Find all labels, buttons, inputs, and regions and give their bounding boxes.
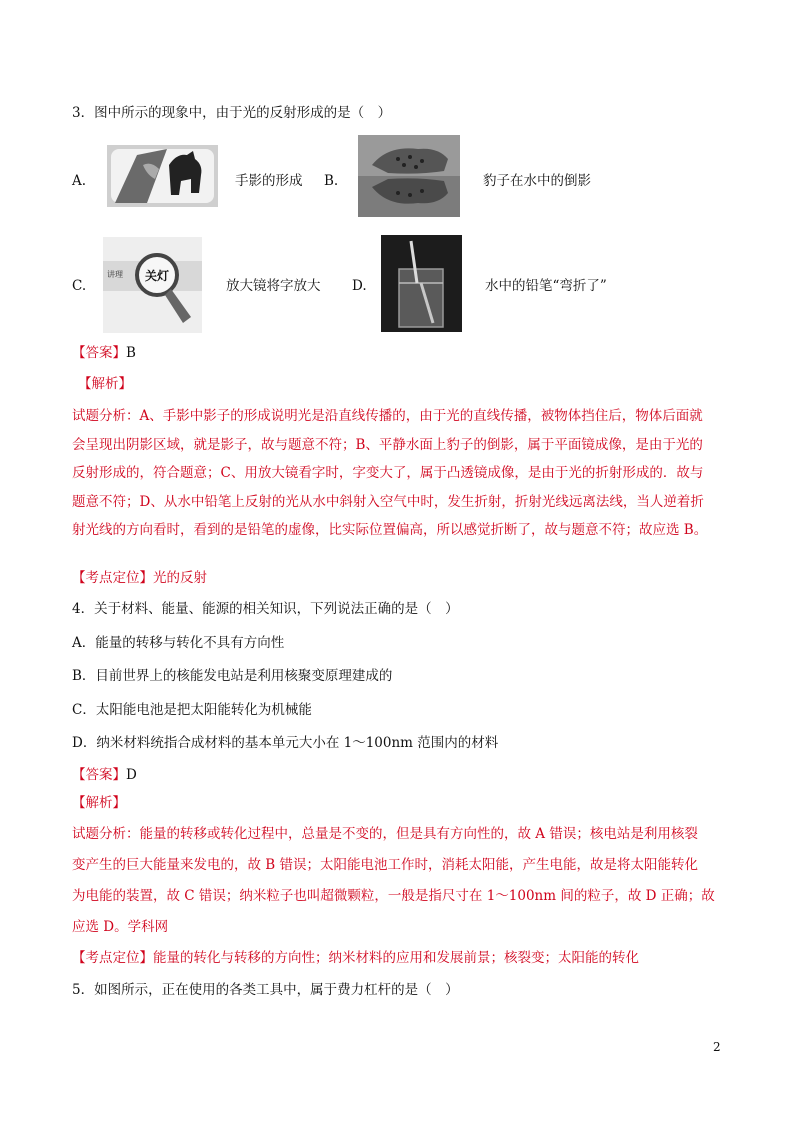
q4-analysis-line: 变产生的巨大能量来发电的，故 B 错误；太阳能电池工作时，消耗太阳能，产生电能，故是将太阳能转化 (72, 857, 699, 873)
magnifier-word-2: 关灯 (145, 269, 170, 283)
q5-stem: 5．如图所示，正在使用的各类工具中，属于费力杠杆的是（ ） (72, 982, 459, 998)
q4-answer-label: 【答案】 (72, 767, 126, 783)
q4-option-c: C．太阳能电池是把太阳能转化为机械能 (72, 702, 312, 718)
magnifier-photo (103, 237, 202, 333)
q4-analysis-label: 【解析】 (72, 795, 126, 811)
q3-analysis-line: 会呈现出阴影区域，就是影子，故与题意不符；B、平静水面上豹子的倒影，属于平面镜成像，是由于光的 (72, 436, 703, 453)
hand-shadow-photo (107, 145, 218, 207)
q4-answer-value: D (126, 767, 137, 783)
q3-answer-value: B (126, 345, 136, 361)
q4-analysis-line: 为电能的装置，故 C 错误；纳米粒子也叫超微颗粒，一般是指尺寸在 1～100nm 间的粒子，故 D 正确；故 (72, 888, 715, 904)
q3-option-c-letter: C. (72, 278, 87, 294)
q4-analysis (72, 819, 732, 943)
page-number: 2 (713, 1040, 721, 1054)
q3-analysis-line: 题意不符；D、从水中铅笔上反射的光从水中斜射入空气中时，发生折射，折射光线远离法线，当人逆着折 (72, 493, 704, 510)
q4-analysis-line: 应选 D。学科网 (72, 919, 169, 935)
q4-kaodian-value: 能量的转化与转移的方向性；纳米材料的应用和发展前景；核裂变；太阳能的转化 (153, 950, 639, 966)
q3-option-c-text: 放大镜将字放大 (226, 278, 321, 294)
q3-analysis-label: 【解析】 (78, 376, 132, 392)
q4-option-d: D．纳米材料统指合成材料的基本单元大小在 1～100nm 范围内的材料 (72, 735, 499, 751)
q3-option-a-text: 手影的形成 (235, 173, 303, 189)
leopard-reflection-photo (358, 135, 460, 217)
q4-stem: 4．关于材料、能量、能源的相关知识，下列说法正确的是（ ） (72, 601, 459, 617)
q4-answer (72, 765, 137, 785)
q3-analysis-line: 射光线的方向看时，看到的是铅笔的虚像，比实际位置偏高，所以感觉折断了，故与题意不符；故应选 B。 (72, 522, 708, 538)
q3-analysis (72, 402, 732, 545)
magnifier-word-1: 讲理 (107, 270, 123, 279)
q3-answer-label: 【答案】 (72, 345, 126, 361)
q3-kaodian-label: 【考点定位】 (72, 570, 153, 586)
q3-option-b-text: 豹子在水中的倒影 (483, 173, 591, 189)
q3-option-d-letter: D. (352, 278, 367, 294)
q4-kaodian (72, 948, 639, 968)
q4-kaodian-label: 【考点定位】 (72, 950, 153, 966)
pencil-in-water-photo (381, 235, 462, 332)
q4-option-a: A．能量的转移与转化不具有方向性 (72, 635, 285, 651)
q3-analysis-line: 反射形成的，符合题意；C、用放大镜看字时，字变大了，属于凸透镜成像，是由于光的折射形成的．故与 (72, 465, 704, 481)
q3-stem: 3．图中所示的现象中，由于光的反射形成的是（ ） (72, 105, 392, 121)
q3-kaodian (72, 568, 207, 588)
q3-option-a-letter: A. (72, 173, 87, 189)
q4-option-b: B．目前世界上的核能发电站是利用核聚变原理建成的 (72, 668, 393, 684)
q3-kaodian-value: 光的反射 (153, 570, 207, 586)
q3-answer (72, 343, 136, 363)
q3-analysis-line: 试题分析：A、手影中影子的形成说明光是沿直线传播的，由于光的直线传播，被物体挡住后，物体后面就 (72, 408, 703, 424)
q3-option-d-text: 水中的铅笔“弯折了” (485, 278, 607, 294)
q4-analysis-line: 试题分析：能量的转移或转化过程中，总量是不变的，但是具有方向性的，故 A 错误；核电站是利用核裂 (72, 826, 698, 842)
q3-option-b-letter: B. (324, 173, 339, 189)
